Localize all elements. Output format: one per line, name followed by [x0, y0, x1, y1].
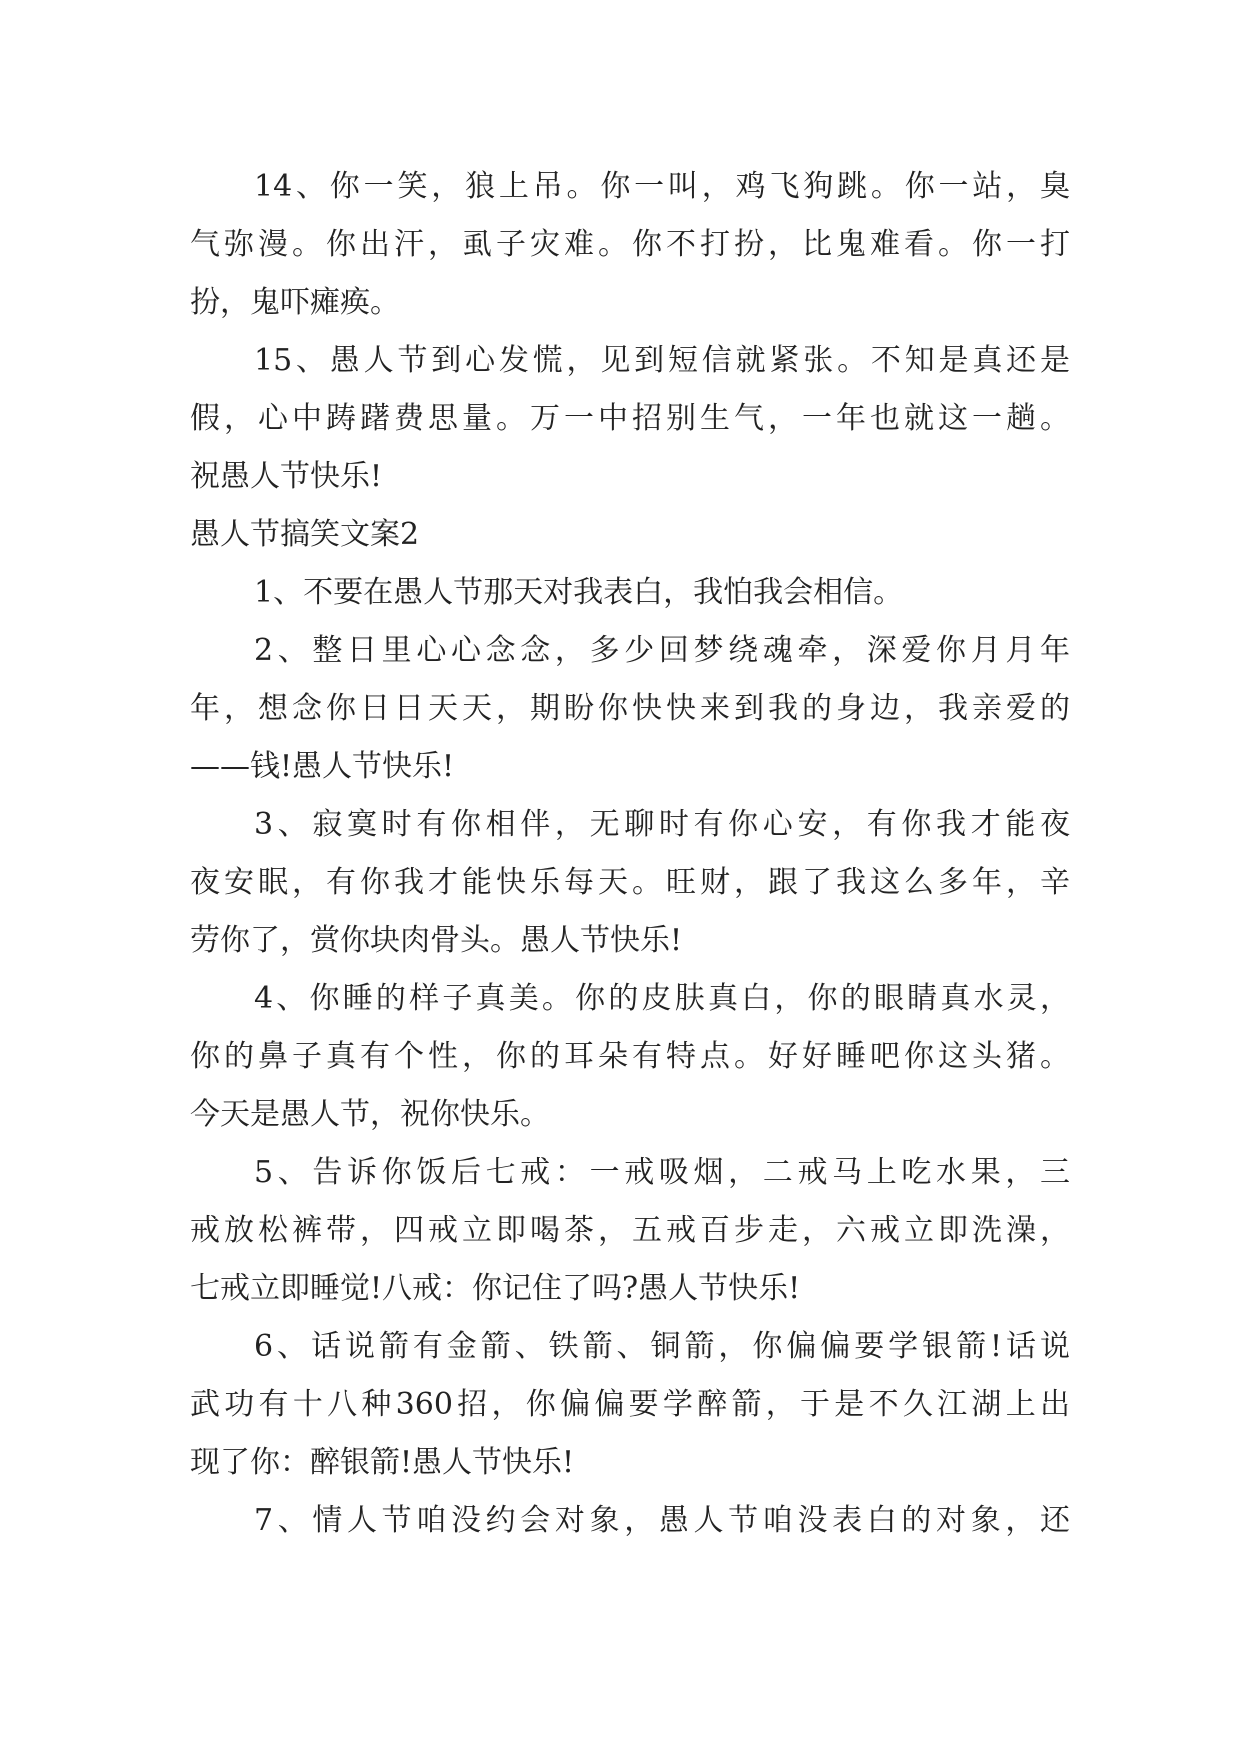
paragraph-line: 你的鼻子真有个性，你的耳朵有特点。好好睡吧你这头猪。 [190, 1039, 1070, 1074]
paragraph-line: ——钱!愚人节快乐! [190, 749, 455, 784]
paragraph-3 [190, 796, 1070, 970]
paragraph-line: 武功有十八种360招，你偏偏要学醉箭，于是不久江湖上出 [190, 1387, 1070, 1422]
section-heading: 愚人节搞笑文案2 [190, 517, 420, 552]
document-page [190, 158, 1070, 1550]
paragraph-line: 七戒立即睡觉!八戒：你记住了吗?愚人节快乐! [190, 1271, 801, 1306]
paragraph-7 [190, 1492, 1070, 1550]
paragraph-6 [190, 1318, 1070, 1492]
paragraph-15 [190, 332, 1070, 506]
paragraph-line: 5、告诉你饭后七戒：一戒吸烟，二戒马上吃水果，三 [254, 1155, 1070, 1190]
paragraph-5 [190, 1144, 1070, 1318]
paragraph-line: 戒放松裤带，四戒立即喝茶，五戒百步走，六戒立即洗澡， [190, 1213, 1070, 1248]
paragraph-line: 年，想念你日日天天，期盼你快快来到我的身边，我亲爱的 [190, 691, 1070, 726]
paragraph-line: 今天是愚人节，祝你快乐。 [190, 1097, 550, 1132]
paragraph-line: 7、情人节咱没约会对象，愚人节咱没表白的对象，还 [254, 1503, 1070, 1538]
paragraph-line: 14、你一笑，狼上吊。你一叫，鸡飞狗跳。你一站，臭 [254, 169, 1070, 204]
paragraph-line: 劳你了，赏你块肉骨头。愚人节快乐! [190, 923, 683, 958]
paragraph-line: 现了你：醉银箭!愚人节快乐! [190, 1445, 575, 1480]
paragraph-2 [190, 622, 1070, 796]
paragraph-line: 6、话说箭有金箭、铁箭、铜箭，你偏偏要学银箭!话说 [254, 1329, 1070, 1364]
paragraph-line: 2、整日里心心念念，多少回梦绕魂牵，深爱你月月年 [254, 633, 1070, 668]
paragraph-line: 假，心中踌躇费思量。万一中招别生气，一年也就这一趟。 [190, 401, 1070, 436]
paragraph-line: 3、寂寞时有你相伴，无聊时有你心安，有你我才能夜 [254, 807, 1070, 842]
paragraph-line: 扮，鬼吓瘫痪。 [190, 285, 400, 320]
paragraph-line: 祝愚人节快乐! [190, 459, 383, 494]
paragraph-line: 1、不要在愚人节那天对我表白，我怕我会相信。 [254, 575, 904, 610]
paragraph-14 [190, 158, 1070, 332]
paragraph-line: 夜安眠，有你我才能快乐每天。旺财，跟了我这么多年，辛 [190, 865, 1070, 900]
paragraph-line: 气弥漫。你出汗，虱子灾难。你不打扮，比鬼难看。你一打 [190, 227, 1070, 262]
paragraph-4 [190, 970, 1070, 1144]
paragraph-1 [190, 564, 1070, 622]
paragraph-line: 15、愚人节到心发慌，见到短信就紧张。不知是真还是 [254, 343, 1070, 378]
paragraph-line: 4、你睡的样子真美。你的皮肤真白，你的眼睛真水灵， [254, 981, 1070, 1016]
